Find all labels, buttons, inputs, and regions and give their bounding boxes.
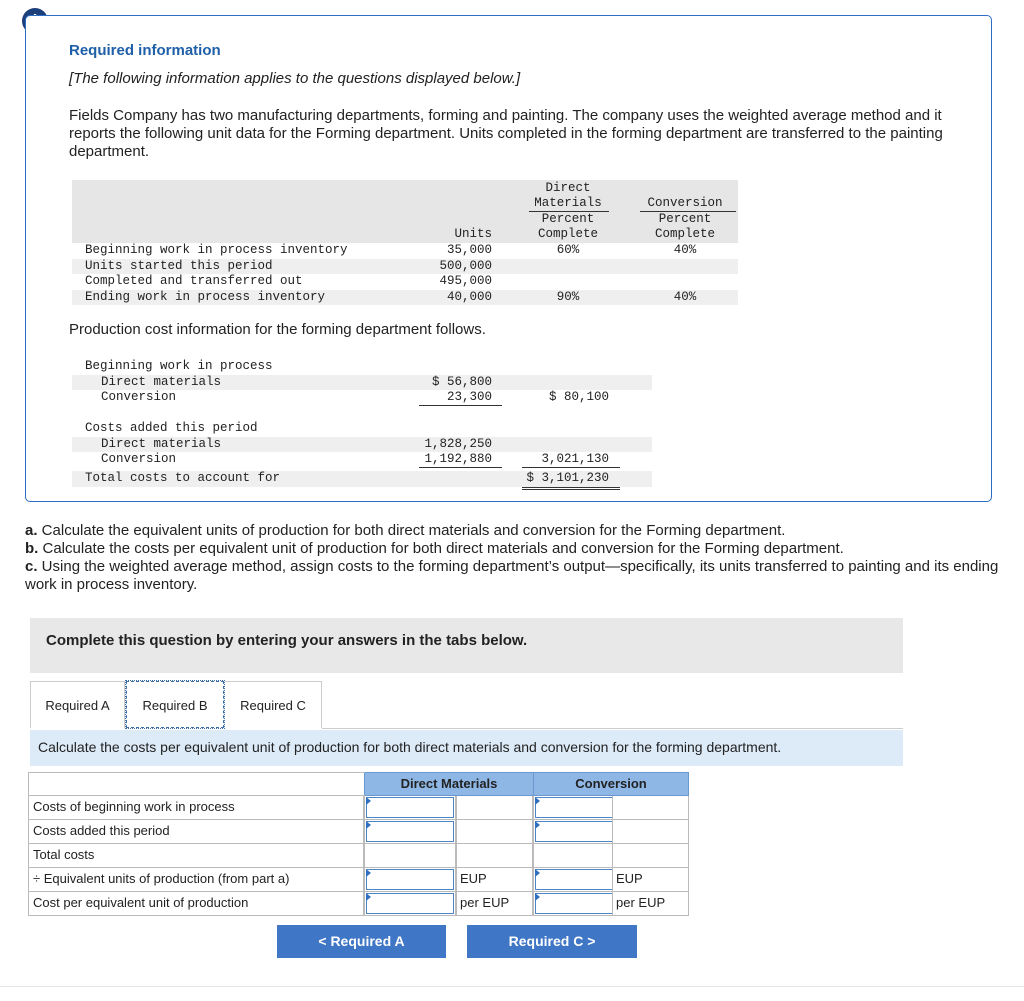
table-row [72, 375, 652, 391]
dm-added-input[interactable] [364, 820, 456, 844]
table-row [72, 437, 652, 453]
dm-suffix: EUP [456, 868, 533, 892]
prev-required-a-button[interactable]: < Required A [277, 925, 446, 958]
dm-header-line4: Complete [537, 227, 598, 241]
row-units: 40,000 [446, 289, 492, 304]
total-costs-value: $ 3,101,230 [526, 471, 609, 485]
row-label: ÷ Equivalent units of production (from part a) [28, 868, 364, 892]
table-row [28, 868, 689, 892]
bwip-cv-label: Conversion [101, 390, 177, 404]
table-row [72, 274, 738, 290]
table-row [28, 892, 689, 916]
table-row [72, 390, 652, 406]
tab-required-b[interactable]: Required B [126, 681, 224, 728]
total-costs-label: Total costs to account for [85, 471, 281, 485]
required-information-panel [25, 15, 992, 502]
bwip-cv-value: 23,300 [446, 390, 492, 404]
required-information-title: Required information [69, 42, 221, 59]
added-dm-label: Direct materials [101, 436, 222, 451]
bwip-dm-value: $ 56,800 [431, 374, 492, 389]
info-subtitle: [The following information applies to the questions displayed below.] [69, 70, 521, 87]
cv-suffix: EUP [612, 868, 689, 892]
dm-beginning-input[interactable] [364, 796, 456, 820]
costs-added-label: Costs added this period [85, 421, 258, 435]
dm-header-line2: Materials [534, 196, 602, 210]
table-row [72, 243, 738, 259]
row-label: Ending work in process inventory [85, 289, 326, 304]
dm-cost-per-eup-input[interactable] [364, 892, 456, 916]
cv-suffix [612, 796, 689, 820]
col-direct-materials: Direct Materials [364, 772, 534, 796]
question-list [25, 522, 1000, 594]
dm-header-line3: Percent [541, 212, 595, 226]
dm-suffix: per EUP [456, 892, 533, 916]
row-label: Cost per equivalent unit of production [28, 892, 364, 916]
instruction-text: Calculate the costs per equivalent unit of production for both direct materials and conversion for the forming department. [38, 739, 782, 755]
cv-header-line3: Complete [654, 227, 715, 241]
row-units: 35,000 [446, 243, 492, 257]
row-dm: 90% [556, 289, 580, 304]
dm-suffix [456, 820, 533, 844]
production-intro: Production cost information for the forming department follows. [69, 321, 486, 338]
added-dm-value: 1,828,250 [424, 436, 492, 451]
table-row [28, 820, 689, 844]
cv-suffix: per EUP [612, 892, 689, 916]
bwip-dm-label: Direct materials [101, 374, 222, 389]
table-row [72, 259, 738, 275]
cv-header-line2: Percent [658, 212, 712, 226]
question-a: a. Calculate the equivalent units of production for both direct materials and conversion for the Forming department. [25, 522, 786, 539]
question-c: c. Using the weighted average method, assign costs to the forming department’s output—specifically, its units transferred to painting and its ending work in process inventory. [25, 558, 999, 593]
table-row [72, 359, 652, 375]
cv-suffix [612, 844, 689, 868]
added-total: 3,021,130 [541, 452, 609, 466]
intro-paragraph: Fields Company has two manufacturing departments, forming and painting. The company uses the weighted average method and it reports the following unit data for the Forming department. Units completed in the forming department are transferred to the painting department. [69, 107, 943, 160]
table-row [28, 796, 689, 820]
table-row [28, 844, 689, 868]
row-cv: 40% [673, 289, 697, 304]
row-label: Units started this period [85, 258, 273, 273]
dm-suffix [456, 844, 533, 868]
dm-eup-input[interactable] [364, 868, 456, 892]
question-b: b. Calculate the costs per equivalent unit of production for both direct materials and conversion for the Forming department. [25, 540, 844, 557]
row-units: 500,000 [439, 258, 492, 273]
complete-prompt: Complete this question by entering your answers in the tabs below. [46, 632, 528, 649]
row-label: Completed and transferred out [85, 274, 303, 288]
tab-required-a[interactable]: Required A [30, 681, 125, 728]
tab-required-c[interactable]: Required C [225, 681, 322, 728]
table-row [72, 290, 738, 306]
table-row [72, 452, 652, 468]
col-conversion: Conversion [533, 772, 689, 796]
table-row [72, 471, 652, 487]
dm-total-cell [364, 844, 456, 868]
row-label: Costs added this period [28, 820, 364, 844]
row-units: 495,000 [439, 274, 492, 288]
row-dm: 60% [556, 243, 580, 257]
row-cv: 40% [673, 243, 697, 257]
next-required-c-button[interactable]: Required C > [467, 925, 637, 958]
complete-prompt-bar [30, 618, 903, 673]
added-cv-value: 1,192,880 [424, 452, 492, 466]
row-label: Beginning work in process inventory [85, 243, 348, 257]
cv-suffix [612, 820, 689, 844]
tab-instruction [30, 730, 903, 766]
row-label: Total costs [28, 844, 364, 868]
table-row [72, 421, 652, 437]
dm-suffix [456, 796, 533, 820]
row-label: Costs of beginning work in process [28, 796, 364, 820]
beginning-wip-label: Beginning work in process [85, 359, 273, 373]
units-header: Units [454, 227, 492, 241]
bwip-total: $ 80,100 [548, 390, 609, 404]
units-table-header [72, 180, 738, 243]
cv-header-line1: Conversion [647, 196, 723, 210]
dm-header-line1: Direct [545, 181, 591, 195]
added-cv-label: Conversion [101, 452, 177, 466]
